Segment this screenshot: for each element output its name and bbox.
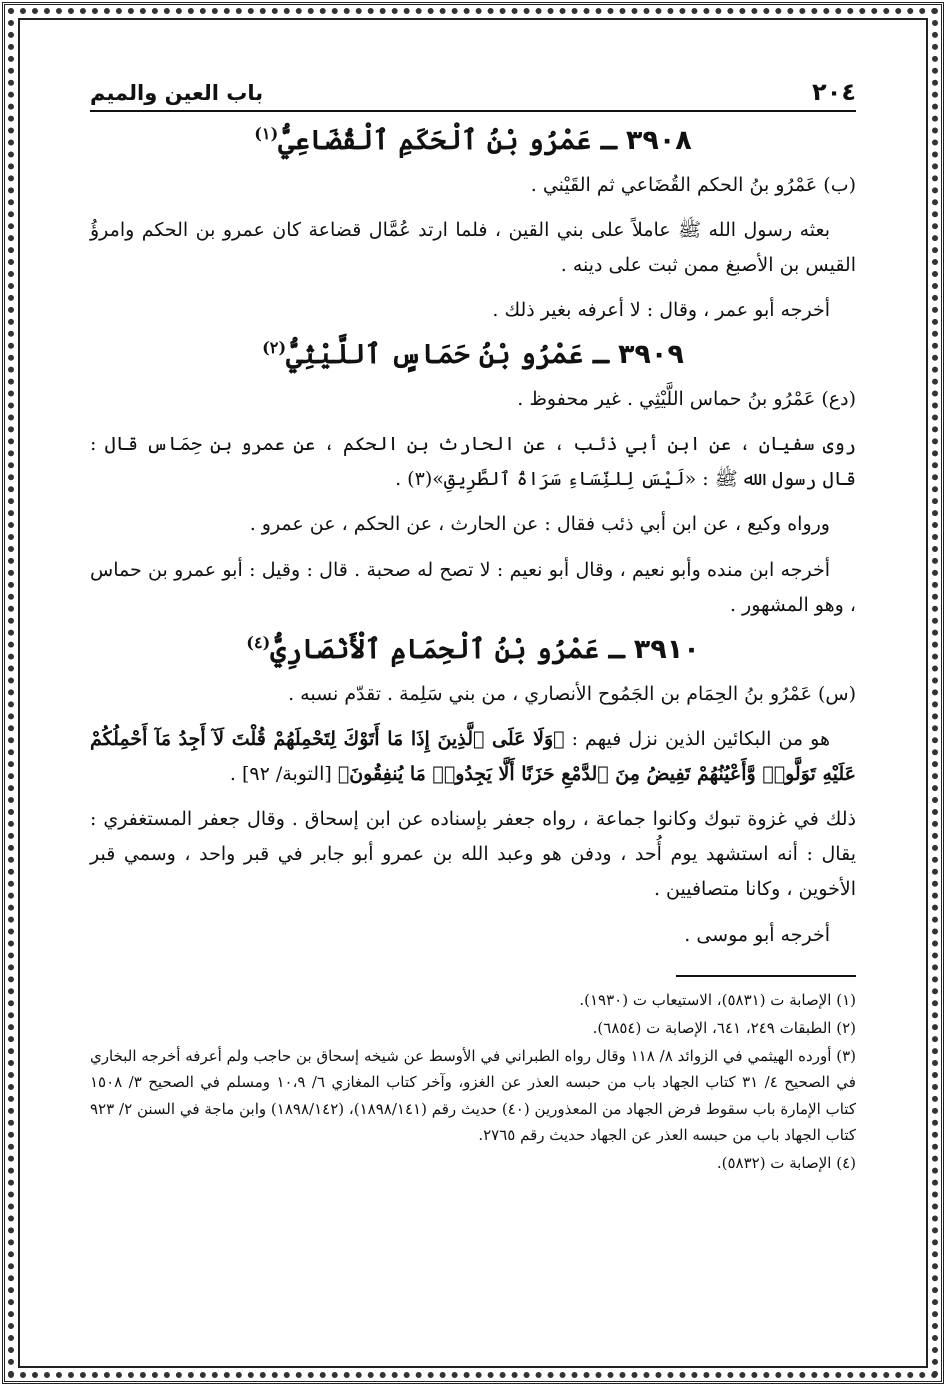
running-title: باب العين والميم [90, 81, 264, 105]
entry-3910 [90, 633, 856, 953]
footnote-item: (٢) الطبقات ٢٤٩، ٦٤١، الإصابة ت (٦٨٥٤). [592, 1018, 856, 1037]
entry-paragraph: ورواه وكيع ، عن ابن أبي ذئب فقال : عن الحارث ، عن الحكم ، عن عمرو . [249, 513, 830, 536]
entry-paragraph: أخرجه ابن منده وأبو نعيم ، وقال أبو نعيم : لا تصح له صحبة . قال : وقيل : أبو عمرو بن حماس ، وهو المشهور . [90, 558, 856, 616]
entry-number: ٣٩٠٩ [617, 339, 684, 371]
footnote-ref: (١) [254, 124, 279, 143]
footnotes [90, 987, 856, 1177]
page-content [90, 78, 856, 1326]
entry-heading-dash: ـ [591, 125, 617, 156]
entry-name: عَمْرُو بْنُ حَمَاسٍ ٱللَّيْثِيُّ [286, 339, 584, 371]
footnote-item: (٤) الإصابة ت (٥٨٣٢). [716, 1154, 856, 1173]
entry-paragraph: روى سفيان ، عن ابن أبي ذئب ، عن الحارث بن الحكم ، عن عمرو بن حِمَاس قال : قال رسول الله ﷺ : «لَيْسَ لِلنِّسَاءِ سَرَاةُ ٱلطَّرِيقِ»(٣) . [90, 433, 856, 491]
entry-heading [90, 124, 856, 158]
entry-name: عَمْرُو بْنُ ٱلْحِمَامِ ٱلْأَنْصَارِيُّ [270, 633, 600, 665]
entry-name: عَمْرُو بْنُ ٱلْحَكَمِ ٱلْقُضَاعِيُّ [278, 125, 592, 156]
entry-source-line: (ب) عَمْرُو بنُ الحكم القُضَاعي ثم القَيْني . [530, 173, 856, 196]
footnote-item: (٣) أورده الهيثمي في الزوائد ٨/ ١١٨ وقال رواه الطبراني في الأوسط عن شيخه إسحاق بن حاجب ولم أعرفه أخرجه البخاري في الصحيح ٤/ ٣١ كتاب الجهاد باب من حبسه العذر عن الغزو، وآخر كتاب المغازي ٦/ ١٠،٩ ومسلم في الصحيح ٣/ ١٥٠٨ كتاب الإمارة باب سقوط فرض الجهاد من المعذورين (٤٠) حديث رقم (١٨٩٨/١٤١)، (١٨٩٨/١٤٢) وابن ماجة في السنن ٢/ ٩٢٣ كتاب الجهاد باب من حبسه العذر عن الجهاد حديث رقم ٢٧٦٥. [90, 1047, 856, 1144]
entry-number: ٣٩٠٨ [625, 125, 692, 156]
footnote-separator [676, 975, 856, 977]
footnote-ref: (٢) [262, 338, 287, 358]
entry-heading [90, 633, 856, 667]
entry-3908 [90, 124, 856, 328]
quran-verse: ﴿وَلَا عَلَى ٱلَّذِينَ إِذَا مَا أَتَوْكَ لِتَحْمِلَهُمْ قُلْتَ لَآ أَجِدُ مَآ أَحْمِلُكُمْ عَلَيْهِ تَوَلَّوا۟ وَّأَعْيُنُهُمْ تَفِيضُ مِنَ ٱلدَّمْعِ حَزَنًا أَلَّا يَجِدُوا۟ مَا يُنفِقُونَ﴾ [90, 727, 856, 785]
entry-3909 [90, 338, 856, 623]
running-header [90, 78, 856, 112]
entry-paragraph [90, 722, 856, 792]
entry-source-line: (دع) عَمْرُو بنُ حماس اللَّيْثِي . غير محفوظ . [517, 388, 856, 411]
entry-heading-dash: ـ [583, 339, 609, 371]
quran-reference: [التوبة/ ٩٢] . [229, 762, 332, 785]
entry-number: ٣٩١٠ [633, 633, 700, 665]
footnote-item: (١) الإصابة ت (٥٨٣١)، الاستيعاب ت (١٩٣٠). [579, 990, 856, 1009]
footnote-separator-wrap [90, 975, 856, 977]
quran-intro: هو من البكائين الذين نزل فيهم : [571, 727, 830, 750]
page-number: ٢٠٤ [812, 78, 856, 106]
footnote-ref: (٤) [246, 632, 271, 652]
entry-source-line: (س) عَمْرُو بنُ الحِمَام بن الجَمُوح الأنصاري ، من بني سَلِمة . تقدّم نسبه . [288, 682, 856, 705]
entry-heading-dash: ـ [599, 633, 625, 665]
entry-heading [90, 338, 856, 372]
entry-paragraph: أخرجه أبو موسى . [684, 923, 830, 946]
entry-paragraph: بعثه رسول الله ﷺ عاملاً على بني القين ، فلما ارتد عُمَّال قضاعة كان عمرو بن الحكم وامرؤُ القيس بن الأصبغ ممن ثبت على دينه . [90, 218, 856, 277]
entry-paragraph: ذلك في غزوة تبوك وكانوا جماعة ، رواه جعفر بإسناده عن ابن إسحاق . وقال جعفر المستغفري : يقال : أنه استشهد يوم أُحد ، ودفن هو وعبد الله بن عمرو أبو جابر في قبر واحد ، وسمي قبر الأخوين ، وكانا متصافيين . [90, 808, 856, 901]
entry-paragraph: أخرجه أبو عمر ، وقال : لا أعرفه بغير ذلك . [492, 299, 830, 322]
